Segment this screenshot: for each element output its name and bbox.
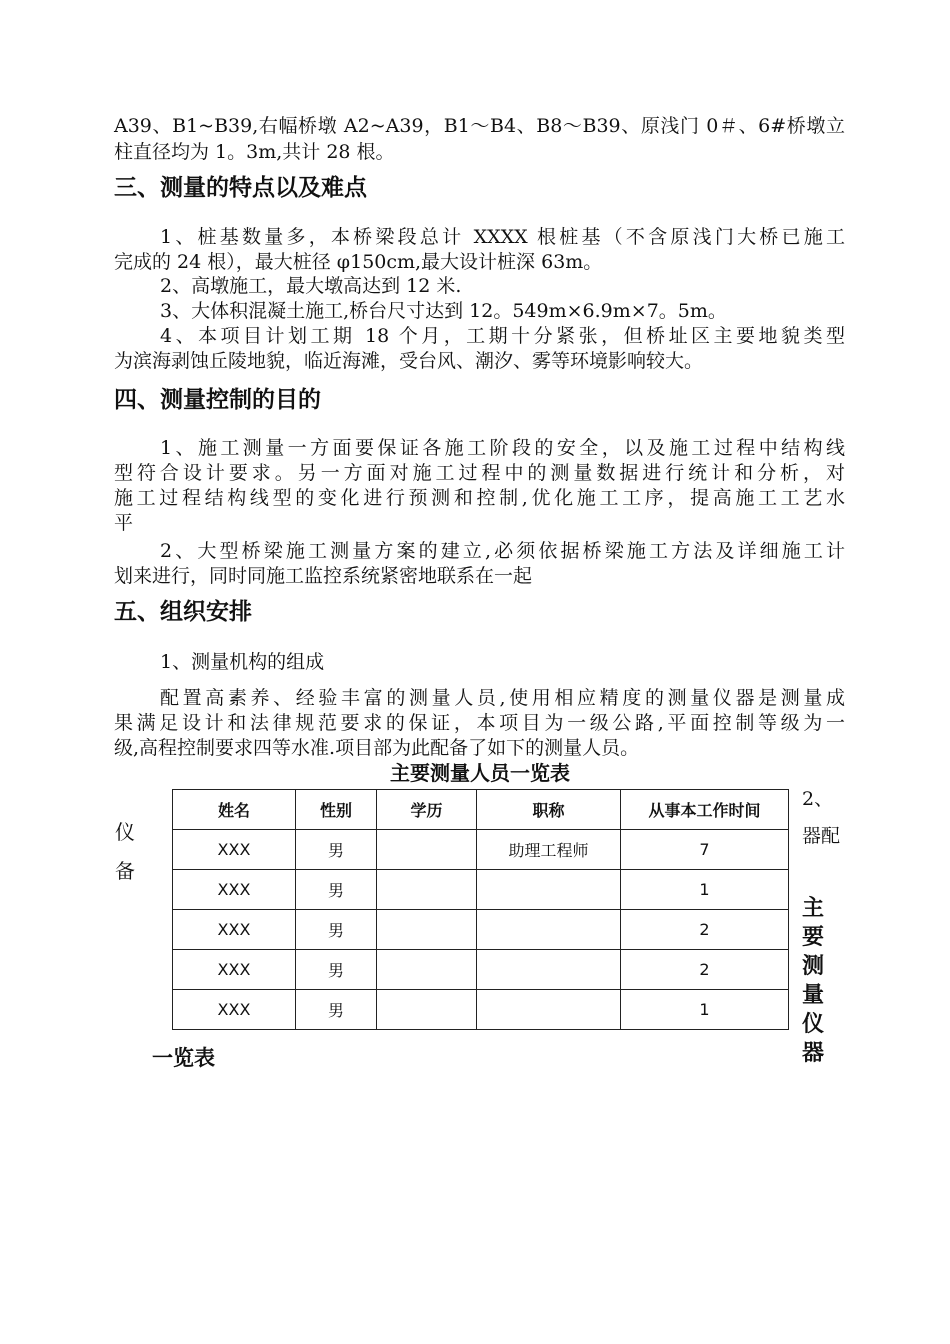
cell-education (377, 870, 477, 910)
section5-p-line3: 级,高程控制要求四等水准.项目部为此配备了如下的测量人员。 (114, 737, 640, 759)
side-text-right-2: 器配 (802, 825, 841, 847)
side-text-left-2: 备 (115, 859, 135, 883)
table-row (173, 990, 789, 1030)
vertical-char: 测 (801, 953, 824, 979)
header-name: 姓名 (173, 790, 296, 830)
side-text-left-1: 仪 (115, 820, 135, 844)
cell-name: XXX (173, 950, 296, 990)
cell-gender: 男 (296, 950, 377, 990)
section3-p2: 2、高墩施工，最大墩高达到 12 米. (160, 275, 462, 297)
cell-gender: 男 (296, 870, 377, 910)
intro-line-2: 柱直径均为 1。3m,共计 28 根。 (114, 141, 395, 163)
cell-education (377, 830, 477, 870)
cell-title: 助理工程师 (477, 830, 621, 870)
section3-p1-line2: 完成的 24 根），最大桩径 φ150cm,最大设计桩深 63m。 (114, 251, 603, 273)
cell-gender: 男 (296, 830, 377, 870)
cell-education (377, 990, 477, 1030)
cell-title (477, 950, 621, 990)
staff-table-header-row (173, 790, 789, 830)
section4-p1-line2: 型符合设计要求。另一方面对施工过程中的测量数据进行统计和分析，对 (114, 462, 845, 484)
cell-title (477, 990, 621, 1030)
section5-sub1: 1、测量机构的组成 (160, 651, 325, 673)
section4-p2-line1: 2、大型桥梁施工测量方案的建立,必须依据桥梁施工方法及详细施工计 (160, 540, 845, 562)
table-row (173, 910, 789, 950)
staff-table-title: 主要测量人员一览表 (390, 761, 570, 785)
cell-name: XXX (173, 910, 296, 950)
instrument-list-suffix: 一览表 (152, 1045, 215, 1070)
header-work-years: 从事本工作时间 (621, 790, 789, 830)
section3-heading: 三、测量的特点以及难点 (114, 174, 367, 201)
cell-name: XXX (173, 870, 296, 910)
cell-gender: 男 (296, 990, 377, 1030)
cell-work-years: 2 (621, 910, 789, 950)
section4-p2-line2: 划来进行，同时同施工监控系统紧密地联系在一起 (114, 565, 533, 587)
vertical-char: 主 (801, 895, 824, 921)
cell-gender: 男 (296, 910, 377, 950)
vertical-char: 要 (801, 924, 824, 950)
cell-work-years: 2 (621, 950, 789, 990)
section4-p1-line3: 施工过程结构线型的变化进行预测和控制,优化施工工序，提高施工工艺水 (114, 487, 845, 509)
table-row (173, 950, 789, 990)
cell-title (477, 910, 621, 950)
header-title: 职称 (477, 790, 621, 830)
staff-table (172, 789, 789, 1030)
cell-work-years: 7 (621, 830, 789, 870)
cell-education (377, 950, 477, 990)
header-education: 学历 (377, 790, 477, 830)
section3-p4-line1: 4、本项目计划工期 18 个月，工期十分紧张，但桥址区主要地貌类型 (160, 325, 845, 347)
section5-p-line1: 配置高素养、经验丰富的测量人员,使用相应精度的测量仪器是测量成 (160, 687, 845, 709)
section5-p-line2: 果满足设计和法律规范要求的保证，本项目为一级公路,平面控制等级为一 (114, 712, 845, 734)
section3-p3: 3、大体积混凝土施工,桥台尺寸达到 12。549m×6.9m×7。5m。 (160, 300, 727, 322)
section4-heading: 四、测量控制的目的 (114, 386, 321, 413)
cell-education (377, 910, 477, 950)
table-row (173, 830, 789, 870)
table-row (173, 870, 789, 910)
cell-work-years: 1 (621, 990, 789, 1030)
vertical-char: 量 (801, 982, 824, 1008)
section4-p1-line1: 1、施工测量一方面要保证各施工阶段的安全，以及施工过程中结构线 (160, 437, 845, 459)
side-text-right-1: 2、 (802, 788, 834, 810)
cell-title (477, 870, 621, 910)
section5-heading: 五、组织安排 (114, 598, 252, 625)
cell-name: XXX (173, 990, 296, 1030)
section3-p1-line1: 1、桩基数量多，本桥梁段总计 XXXX 根桩基（不含原浅门大桥已施工 (160, 226, 845, 248)
vertical-char: 器 (801, 1040, 824, 1066)
header-gender: 性别 (296, 790, 377, 830)
intro-line-1: A39、B1~B39,右幅桥墩 A2~A39，B1～B4、B8～B39、原浅门 0＃、6#桥墩立 (114, 115, 845, 137)
cell-work-years: 1 (621, 870, 789, 910)
vertical-instrument-title (800, 894, 826, 1068)
cell-name: XXX (173, 830, 296, 870)
section3-p4-line2: 为滨海剥蚀丘陵地貌，临近海滩，受台风、潮汐、雾等环境影响较大。 (114, 350, 704, 372)
section4-p1-line4: 平 (114, 512, 134, 534)
vertical-char: 仪 (801, 1011, 824, 1037)
